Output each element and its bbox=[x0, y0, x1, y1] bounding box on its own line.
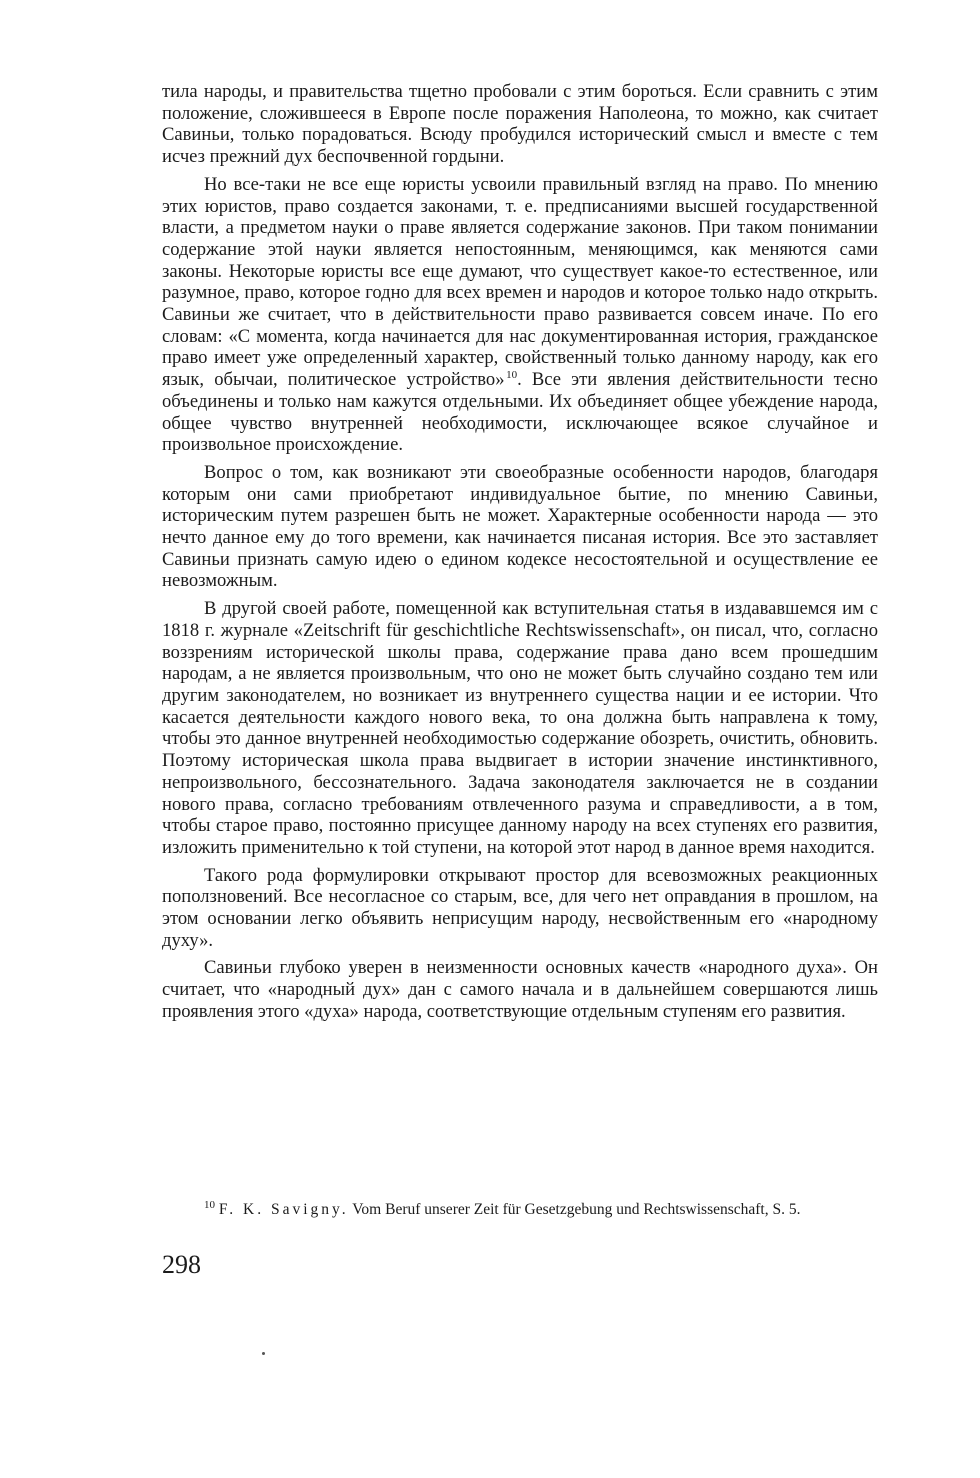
footnote-author: F. K. Savigny. bbox=[218, 1201, 349, 1218]
paragraph-2 bbox=[162, 174, 878, 456]
paper-speck bbox=[262, 1352, 265, 1355]
footnote-mark: 10 bbox=[204, 1198, 215, 1211]
paragraph-3: Вопрос о том, как возникают эти своеобразные особенности народов, благодаря которым они сами приобретают индивидуальное бытие, по мнению Савиньи, историческим путем разрешен быть не может. Характерные особенности народа — это нечто данное ему до того времени, как начинается писаная история. Все это заставляет Савиньи признать самую идею о едином кодексе несостоятельной и осуществление ее невозможным. bbox=[162, 461, 878, 592]
paragraph-4: В другой своей работе, помещенной как вступительная статья в издававшемся им с 1818 г. журнале «Zeitschrift für geschichtliche Rechtswissenschaft», он писал, что, согласно воззрениям исторической школы права, содержание права дано всем прошедшим народам, а не является произвольным, что оно не может быть случайно создано тем или другим законодателем, но возникает из внутреннего существа нации и ее истории. Что касается деятельности каждого нового века, то она должна быть направлена к тому, чтобы это данное внутренней необходимостью содержание обозреть, очистить, обновить. Поэтому историческая школа права выдвигает в истории значение инстинктивного, непроизвольного, бессознательного. Задача законодателя заключается не в создании нового права, согласно требованиям отвлеченного разума и справедливости, а в том, чтобы старое право, постоянно присущее данному народу на всех ступенях его развития, изложить применительно к той ступени, на которой этот народ в данное время находится. bbox=[162, 598, 878, 858]
paragraph-6: Савиньи глубоко уверен в неизменности основных качеств «народного духа». Он считает, что «народный дух» дан с самого начала и в дальнейшем совершаются лишь проявления этого «духа» народа, соответствующие отдельным ступеням его развития. bbox=[162, 957, 878, 1022]
paragraph-1: тила народы, и правительства тщетно пробовали с этим бороться. Если сравнить с этим положение, сложившееся в Европе после поражения Наполеона, то можно, как считает Савиньи, только порадоваться. Всюду пробудился исторический смысл и вместе с тем исчез прежний дух беспочвенной гордыни. bbox=[162, 81, 878, 168]
footnote-text: Vom Beruf unserer Zeit für Gesetzgebung und Rechtswissenschaft, S. 5. bbox=[352, 1201, 801, 1218]
page-number: 298 bbox=[162, 1250, 201, 1279]
paragraph-2-text: Но все-таки не все еще юристы усвоили правильный взгляд на право. По мнению этих юристов, право создается законами, т. е. предписаниями высшей государственной власти, а предметом науки о праве является содержание законов. При таком понимании содержание этой науки является непостоянным, меняющимся, как меняются сами законы. Некоторые юристы все еще думают, что существует какое-то естественное, или разумное, право, которое годно для всех времен и народов и которое только надо открыть. Савиньи же считает, что в действительности право развивается совсем иначе. По его словам: «С момента, когда начинается для нас документированная история, гражданское право имеет уже определенный характер, свойственный только данному народу, как его язык, обычаи, политическое устройство» bbox=[162, 173, 878, 391]
paragraph-5: Такого рода формулировки открывают простор для всевозможных реакционных поползновений. Все несогласное со старым, все, для чего нет оправдания в прошлом, на этом основании легко объявить неприсущим народу, несвойственным его «народному духу». bbox=[162, 864, 878, 951]
main-text bbox=[162, 81, 878, 1023]
footnote-reference: 10 bbox=[506, 368, 518, 381]
footnote bbox=[162, 1200, 878, 1220]
paragraph-2-tail: . Все эти явления действительности тесно объединены и только нам кажутся отдельными. Их объединяет общее убеждение народа, общее чувство внутренней необходимости, исключающее всякое случайное и произвольное происхождение. bbox=[162, 369, 878, 456]
